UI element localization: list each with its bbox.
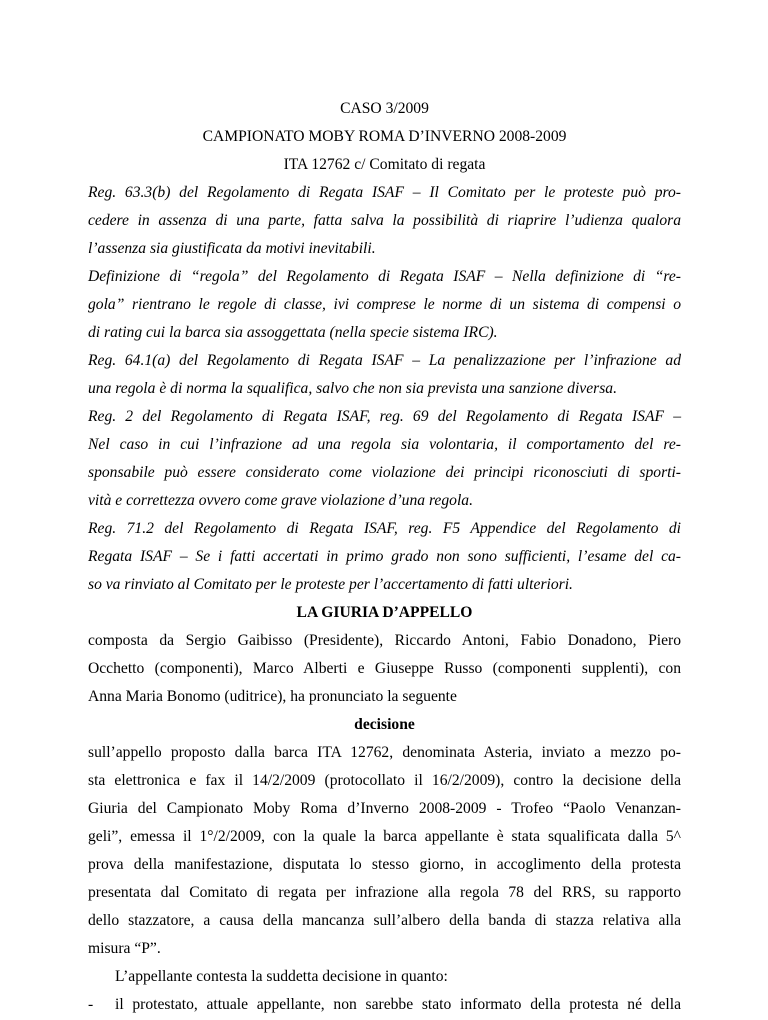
maxim-line: Reg. 2 del Regolamento di Regata ISAF, reg. 69 del Regolamento di Regata ISAF – [88,408,681,425]
maxim-line: so va rinviato al Comitato per le proteste per l’accertamento di fatti ulteriori. [88,576,573,593]
bullet-text: il protestato, attuale appellante, non sarebbe stato informato della protesta né della [115,996,681,1013]
maxim-line: di rating cui la barca sia assoggettata (nella specie sistema IRC). [88,324,498,341]
body-line: sta elettronica e fax il 14/2/2009 (protocollato il 16/2/2009), contro la decisione della [88,772,681,789]
maxim-line: Reg. 63.3(b) del Regolamento di Regata ISAF – Il Comitato per le proteste può pro- [88,184,681,201]
contest-intro: L’appellante contesta la suddetta decisione in quanto: [115,968,448,985]
jury-heading: LA GIURIA D’APPELLO [296,604,473,621]
decision-heading: decisione [354,716,415,733]
championship-title: CAMPIONATO MOBY ROMA D’INVERNO 2008-2009 [202,128,567,145]
maxim-line: Regata ISAF – Se i fatti accertati in primo grado non sono sufficienti, l’esame del ca- [88,548,681,565]
parties-line: ITA 12762 c/ Comitato di regata [283,156,486,173]
maxim-line: vità e correttezza ovvero come grave violazione d’una regola. [88,492,473,509]
body-line: misura “P”. [88,940,161,957]
body-line: sull’appello proposto dalla barca ITA 12762, denominata Asteria, inviato a mezzo po- [88,744,681,761]
maxim-line: Nel caso in cui l’infrazione ad una regola sia volontaria, il comportamento del re- [88,436,681,453]
composition-line: Anna Maria Bonomo (uditrice), ha pronunciato la seguente [88,688,457,705]
maxim-line: sponsabile può essere considerato come violazione dei principi riconosciuti di sporti- [88,464,681,481]
body-line: presentata dal Comitato di regata per infrazione alla regola 78 del RRS, su rapporto [88,884,681,901]
maxim-line: Reg. 71.2 del Regolamento di Regata ISAF, reg. F5 Appendice del Regolamento di [88,520,681,537]
body-line: Giuria del Campionato Moby Roma d’Inverno 2008-2009 - Trofeo “Paolo Venanzan- [88,800,681,817]
case-number: CASO 3/2009 [340,100,429,117]
maxim-line: l’assenza sia giustificata da motivi inevitabili. [88,240,376,257]
bullet-dash: - [88,996,94,1013]
body-line: dello stazzatore, a causa della mancanza sull’albero della banda di stazza relativa alla [88,912,681,929]
maxim-line: cedere in assenza di una parte, fatta salva la possibilità di riaprire l’udienza qualora [88,212,681,229]
body-line: prova della manifestazione, disputata lo stesso giorno, in accoglimento della protesta [88,856,681,873]
maxim-line: una regola è di norma la squalifica, salvo che non sia prevista una sanzione diversa. [88,380,617,397]
composition-line: composta da Sergio Gaibisso (Presidente), Riccardo Antoni, Fabio Donadono, Piero [88,632,681,649]
body-line: geli”, emessa il 1°/2/2009, con la quale la barca appellante è stata squalificata dalla 5^ [88,828,681,845]
maxim-line: gola” rientrano le regole di classe, ivi comprese le norme di un sistema di compensi o [88,296,681,313]
maxim-line: Definizione di “regola” del Regolamento di Regata ISAF – Nella definizione di “re- [88,268,681,285]
composition-line: Occhetto (componenti), Marco Alberti e Giuseppe Russo (componenti supplenti), con [88,660,681,677]
maxim-line: Reg. 64.1(a) del Regolamento di Regata ISAF – La penalizzazione per l’infrazione ad [88,352,681,369]
